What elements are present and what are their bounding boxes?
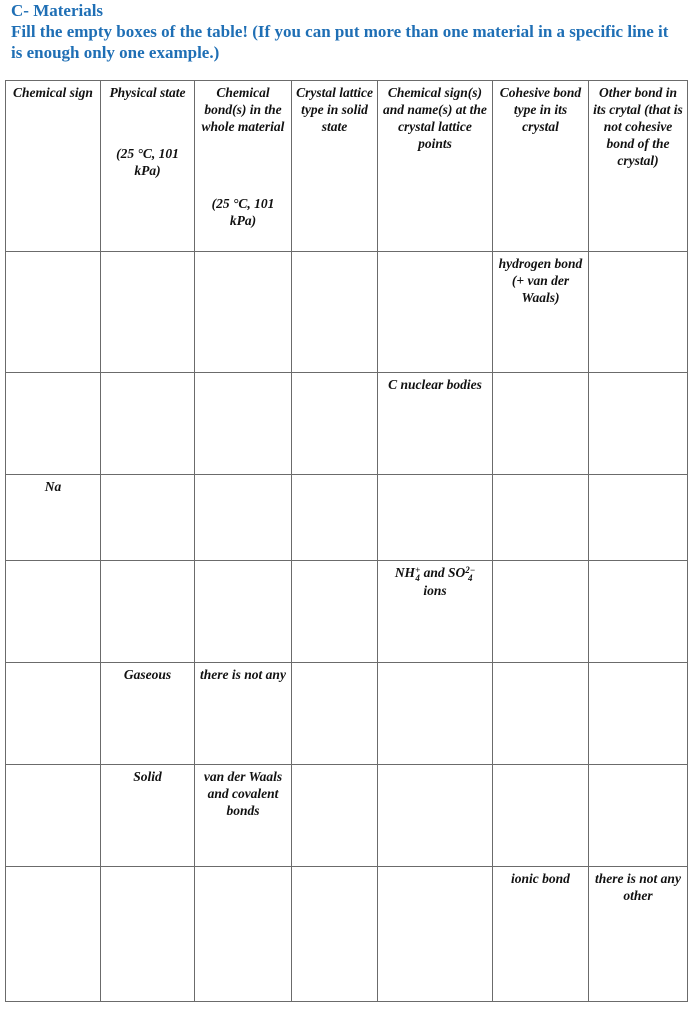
table-row xyxy=(6,765,688,867)
header-crystal-lattice-type: Crystal lattice type in solid state xyxy=(292,81,378,252)
header-row xyxy=(6,81,688,252)
cell-empty[interactable] xyxy=(101,252,195,373)
cell-empty[interactable] xyxy=(195,252,292,373)
cell-empty[interactable] xyxy=(101,867,195,1002)
cell-chemical-bonds: there is not any xyxy=(195,663,292,765)
cell-empty[interactable] xyxy=(378,475,493,561)
cell-empty[interactable] xyxy=(6,252,101,373)
header-physical-state-condition: (25 °C, 101 kPa) xyxy=(116,146,179,178)
cell-empty[interactable] xyxy=(101,561,195,663)
cell-empty[interactable] xyxy=(292,765,378,867)
header-cohesive-bond: Cohesive bond type in its crystal xyxy=(493,81,589,252)
cell-empty[interactable] xyxy=(195,867,292,1002)
cell-empty[interactable] xyxy=(589,373,688,475)
cell-cohesive-bond: ionic bond xyxy=(493,867,589,1002)
ion-formula xyxy=(382,564,488,582)
cell-empty[interactable] xyxy=(589,475,688,561)
cell-empty[interactable] xyxy=(292,373,378,475)
sulfate-symbol: and SO xyxy=(420,565,466,580)
cell-chemical-sign: Na xyxy=(6,475,101,561)
table-row xyxy=(6,867,688,1002)
table-row xyxy=(6,663,688,765)
ions-label: ions xyxy=(423,582,447,598)
cell-empty[interactable] xyxy=(292,252,378,373)
header-chemical-sign: Chemical sign xyxy=(6,81,101,252)
cell-empty[interactable] xyxy=(589,561,688,663)
cell-empty[interactable] xyxy=(378,252,493,373)
cell-physical-state: Solid xyxy=(101,765,195,867)
sulfate-charge: 2− xyxy=(465,564,476,575)
cell-empty[interactable] xyxy=(493,765,589,867)
header-chemical-bonds xyxy=(195,81,292,252)
materials-table xyxy=(5,80,688,1002)
cell-empty[interactable] xyxy=(292,561,378,663)
heading xyxy=(11,0,671,63)
instruction-text: Fill the empty boxes of the table! (If you can put more than one material in a specific line it is enough only one example.) xyxy=(11,22,669,62)
cell-empty[interactable] xyxy=(589,663,688,765)
cell-empty[interactable] xyxy=(6,867,101,1002)
cell-empty[interactable] xyxy=(292,663,378,765)
cell-empty[interactable] xyxy=(292,867,378,1002)
cell-empty[interactable] xyxy=(6,663,101,765)
cell-lattice-points: C nuclear bodies xyxy=(378,373,493,475)
cell-empty[interactable] xyxy=(378,663,493,765)
header-chemical-bonds-condition: (25 °C, 101 kPa) xyxy=(211,196,275,228)
table-row xyxy=(6,252,688,373)
header-other-bond: Other bond in its crytal (that is not cohesive bond of the crystal) xyxy=(589,81,688,252)
cell-empty[interactable] xyxy=(378,867,493,1002)
sulfate-subscript: 4 xyxy=(467,572,473,583)
header-lattice-points: Chemical sign(s) and name(s) at the crystal lattice points xyxy=(378,81,493,252)
header-physical-state-label: Physical state xyxy=(109,85,186,100)
cell-physical-state: Gaseous xyxy=(101,663,195,765)
cell-empty[interactable] xyxy=(378,765,493,867)
ammonium-subscript: 4 xyxy=(415,572,420,583)
cell-empty[interactable] xyxy=(6,765,101,867)
cell-empty[interactable] xyxy=(195,475,292,561)
ammonium-charge: + xyxy=(415,564,421,575)
header-chemical-bonds-label: Chemical bond(s) in the whole material xyxy=(201,85,285,134)
section-title: C- Materials xyxy=(11,1,104,20)
table-row xyxy=(6,475,688,561)
cell-empty[interactable] xyxy=(195,373,292,475)
cell-empty[interactable] xyxy=(6,373,101,475)
cell-empty[interactable] xyxy=(6,561,101,663)
cell-empty[interactable] xyxy=(101,475,195,561)
cell-empty[interactable] xyxy=(292,475,378,561)
cell-cohesive-bond: hydrogen bond (+ van der Waals) xyxy=(493,252,589,373)
cell-chemical-bonds: van der Waals and covalent bonds xyxy=(195,765,292,867)
cell-empty[interactable] xyxy=(589,252,688,373)
cell-lattice-points xyxy=(378,561,493,663)
cell-empty[interactable] xyxy=(589,765,688,867)
cell-empty[interactable] xyxy=(101,373,195,475)
cell-empty[interactable] xyxy=(493,475,589,561)
cell-other-bond: there is not any other xyxy=(589,867,688,1002)
cell-empty[interactable] xyxy=(493,561,589,663)
cell-empty[interactable] xyxy=(493,663,589,765)
cell-empty[interactable] xyxy=(195,561,292,663)
table-row xyxy=(6,561,688,663)
table-row xyxy=(6,373,688,475)
ammonium-symbol: NH xyxy=(394,565,416,580)
header-physical-state xyxy=(101,81,195,252)
cell-empty[interactable] xyxy=(493,373,589,475)
